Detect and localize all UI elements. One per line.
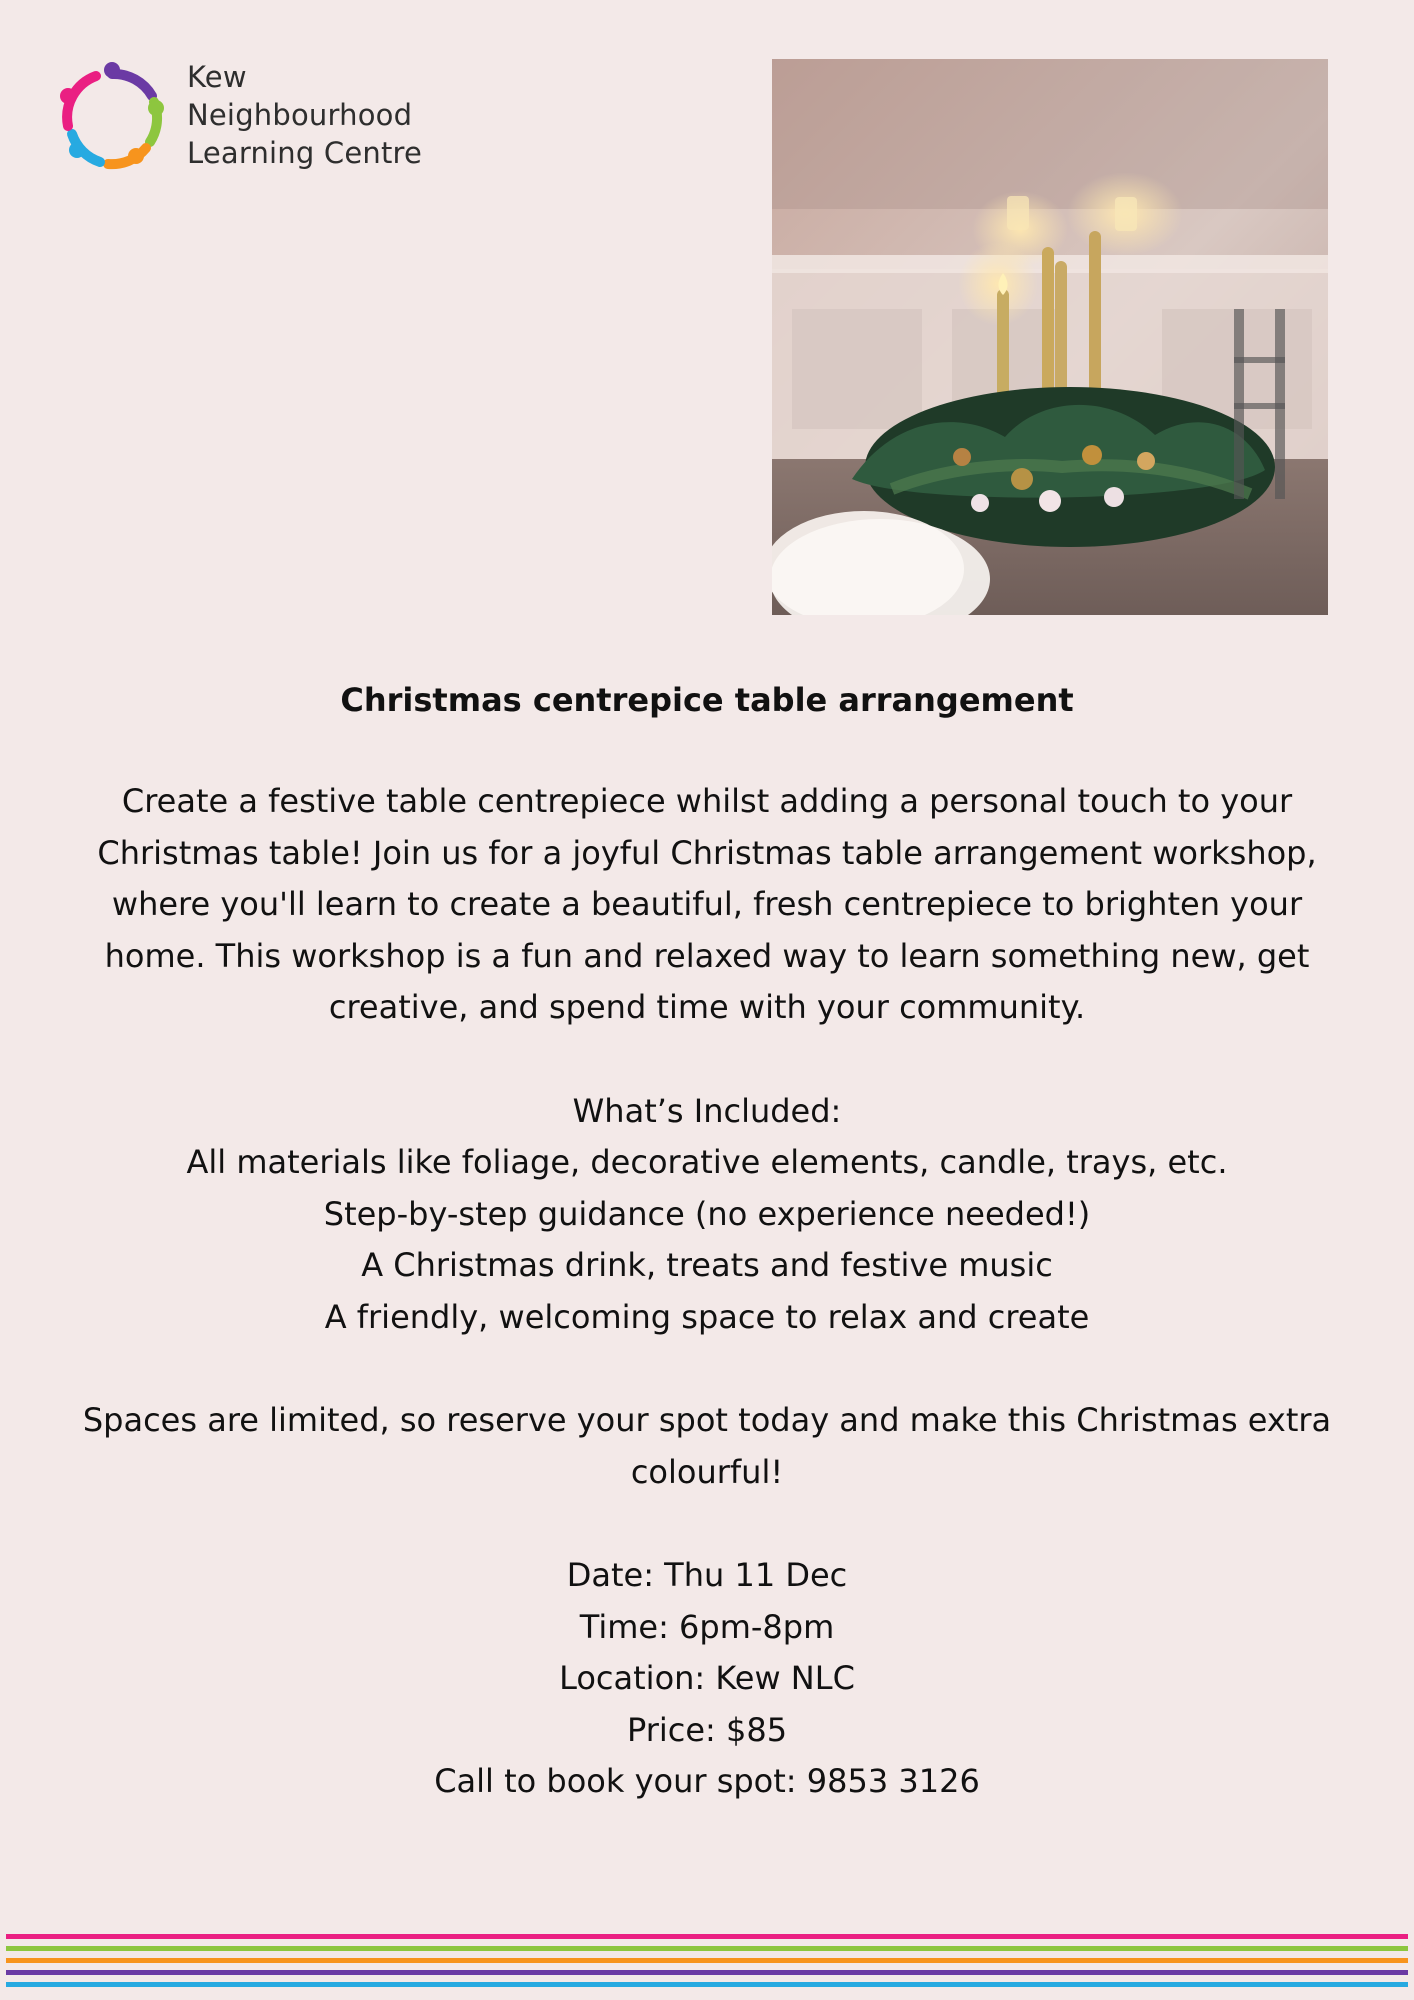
included-item: All materials like foliage, decorative elements, candle, trays, etc. bbox=[186, 1143, 1228, 1181]
centrepiece-image bbox=[772, 59, 1328, 615]
reservation-note: Spaces are limited, so reserve your spot today and make this Christmas extra colourful! bbox=[82, 1401, 1332, 1491]
event-date: Date: Thu 11 Dec bbox=[566, 1556, 848, 1594]
color-stripes bbox=[6, 1934, 1408, 1990]
christmas-centrepiece-photo bbox=[772, 59, 1328, 615]
event-details bbox=[70, 1550, 1344, 1808]
organization-logo bbox=[50, 54, 450, 184]
event-time: Time: 6pm-8pm bbox=[579, 1607, 835, 1646]
booking-phone: Call to book your spot: 9853 3126 bbox=[434, 1762, 980, 1800]
purple-stripe bbox=[6, 1970, 1408, 1975]
included-item: A friendly, welcoming space to relax and create bbox=[324, 1297, 1090, 1336]
event-price: Price: $85 bbox=[626, 1710, 788, 1749]
orange-stripe bbox=[6, 1958, 1408, 1963]
blue-stripe bbox=[6, 1982, 1408, 1987]
event-location: Location: Kew NLC bbox=[559, 1659, 855, 1697]
included-heading: What’s Included: bbox=[572, 1091, 842, 1130]
pink-stripe bbox=[6, 1934, 1408, 1939]
event-description: Create a festive table centrepiece whilst adding a personal touch to your Christmas table! Join us for a joyful Christmas table arrangement workshop, where you'll learn to create a beautiful, fresh centrepiece to brighten your home. This workshop is a fun and relaxed way to learn something new, get creative, and spend time with your community. bbox=[97, 782, 1317, 1026]
event-title: Christmas centrepice table arrangement bbox=[340, 681, 1074, 719]
included-section bbox=[70, 1086, 1344, 1344]
event-content bbox=[70, 670, 1344, 1808]
included-item: Step-by-step guidance (no experience needed!) bbox=[323, 1194, 1091, 1233]
organization-name: Kew Neighbourhood Learning Centre bbox=[187, 60, 423, 170]
included-item: A Christmas drink, treats and festive music bbox=[361, 1246, 1053, 1284]
green-stripe bbox=[6, 1946, 1408, 1951]
community-circle-logo-icon bbox=[50, 56, 174, 180]
